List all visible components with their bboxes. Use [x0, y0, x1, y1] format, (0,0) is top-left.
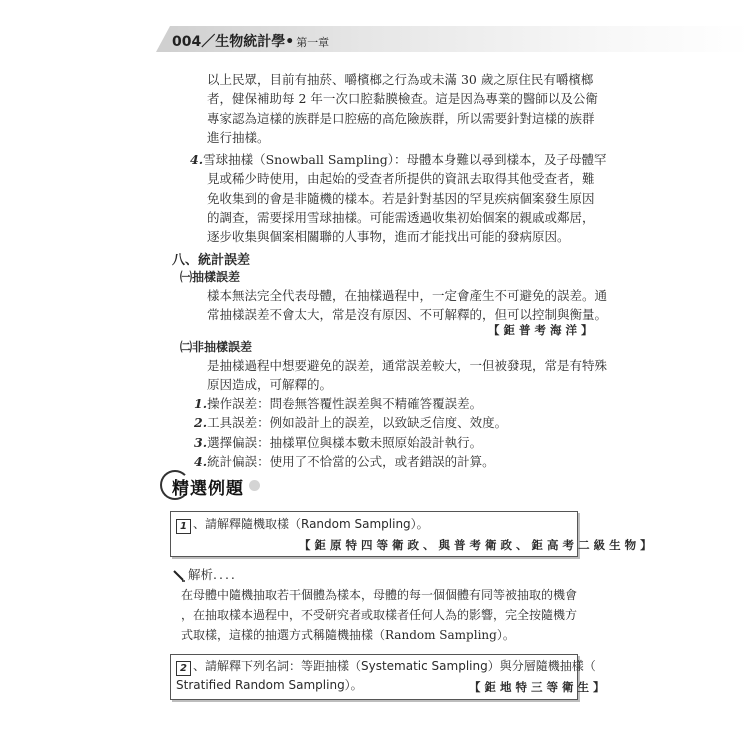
text-line: 免收集到的會是非隨機的樣本。若是針對基因的罕見疾病個案發生原因	[207, 190, 595, 206]
text-line: 雪球抽樣（Snowball Sampling）：母體本身難以尋到樣本，及子母體罕	[203, 152, 607, 167]
snowball-item	[190, 150, 607, 246]
text-line: 的調查，需要採用雪球抽樣。可能需透過收集初始個案的親戚或鄰居，	[207, 209, 595, 225]
text-line: 以上民眾，目前有抽菸、嚼檳榔之行為或未滿 30 歲之原住民有嚼檳榔	[207, 72, 594, 87]
source-citation: 【 鉅 普 考 海 洋 】	[488, 323, 593, 337]
page-header: 004／生物統計學• 第一章	[172, 34, 330, 50]
section-title: 八、統計誤差	[172, 253, 251, 268]
subsection-title-non-sampling-error: ㈡非抽樣誤差	[180, 340, 253, 354]
question-2-text: 2 、請解釋下列名詞：等距抽樣（Systematic Sampling）與分層隨機抽樣（ Stratified Random Sampling）。	[176, 659, 596, 693]
text-line: 樣本無法完全代表母體，在抽樣過程中，一定會產生不可避免的誤差。通	[207, 288, 608, 303]
question-1-source: 【 鉅 原 特 四 等 衛 政 、 與 普 考 衛 政 、 鉅 高 考 二 級 生 物 】	[299, 538, 652, 552]
list-item: 4.統計偏誤：使用了不恰當的公式，或者錯誤的計算。	[194, 453, 495, 469]
text-line: 逐步收集與個案相關聯的人事物，進而才能找出可能的發病原因。	[207, 229, 570, 245]
text-line: 見或稀少時使用，由起始的受查者所提供的資訊去取得其他受查者，難	[207, 171, 595, 187]
text-line: 者，健保補助每 2 年一次口腔黏膜檢查。這是因為專業的醫師以及公衛	[207, 91, 598, 107]
non-sampling-error-paragraph	[207, 356, 607, 395]
item-number: 4.	[190, 152, 204, 167]
subsection-title-sampling-error: ㈠抽樣誤差	[180, 270, 241, 284]
question-2-source: 【 鉅 地 特 三 等 衛 生 】	[469, 680, 605, 694]
answer-pen-icon	[172, 568, 186, 582]
heading-dot-icon	[249, 480, 260, 491]
intro-paragraph	[207, 70, 598, 147]
list-item: 2.工具誤差：例如設計上的誤差，以致缺乏信度、效度。	[194, 415, 508, 431]
question-box-2	[170, 654, 605, 700]
text-line: 是抽樣過程中想要避免的誤差，通常誤差較大，一但被發現，常是有特殊	[207, 358, 608, 373]
page-title: 004／生物統計學	[172, 34, 286, 50]
sampling-error-paragraph	[207, 286, 607, 325]
question-1-text: 1 、請解釋隨機取樣（Random Sampling）。	[176, 515, 429, 534]
text-line: ，在抽取樣本過程中，不受研究者或取樣者任何人為的影響，完全按隨機方	[181, 608, 578, 622]
answer-label: 解析....	[188, 567, 237, 582]
answer-paragraph	[181, 585, 577, 645]
text-line: 專家認為這樣的族群是口腔癌的高危險族群，所以需要針對這樣的族群	[207, 110, 595, 126]
question-box-1	[170, 511, 652, 557]
non-sampling-error-list	[194, 394, 507, 471]
list-item: 1.操作誤差：問卷無答覆性誤差與不精確答覆誤差。	[194, 396, 483, 411]
text-line: 進行抽樣。	[207, 129, 270, 145]
question-number-badge: 1	[176, 519, 191, 534]
text-line: 原因造成，可解釋的。	[207, 377, 333, 393]
page-header-notch	[156, 26, 170, 52]
question-number-badge: 2	[176, 661, 191, 676]
text-line: 常抽樣誤差不會太大，常是沒有原因、不可解釋的，但可以控制與衡量。	[207, 307, 608, 323]
list-item: 3.選擇偏誤：抽樣單位與樣本數未照原始設計執行。	[194, 434, 483, 450]
examples-heading	[160, 468, 290, 502]
chapter-label: 第一章	[296, 36, 330, 49]
examples-heading-label: 精選例題	[172, 479, 244, 499]
text-line: 在母體中隨機抽取若干個體為樣本，母體的每一個個體有同等被抽取的機會	[181, 588, 578, 602]
text-line: 式取樣，這樣的抽選方式稱隨機抽樣（Random Sampling）。	[181, 628, 515, 642]
